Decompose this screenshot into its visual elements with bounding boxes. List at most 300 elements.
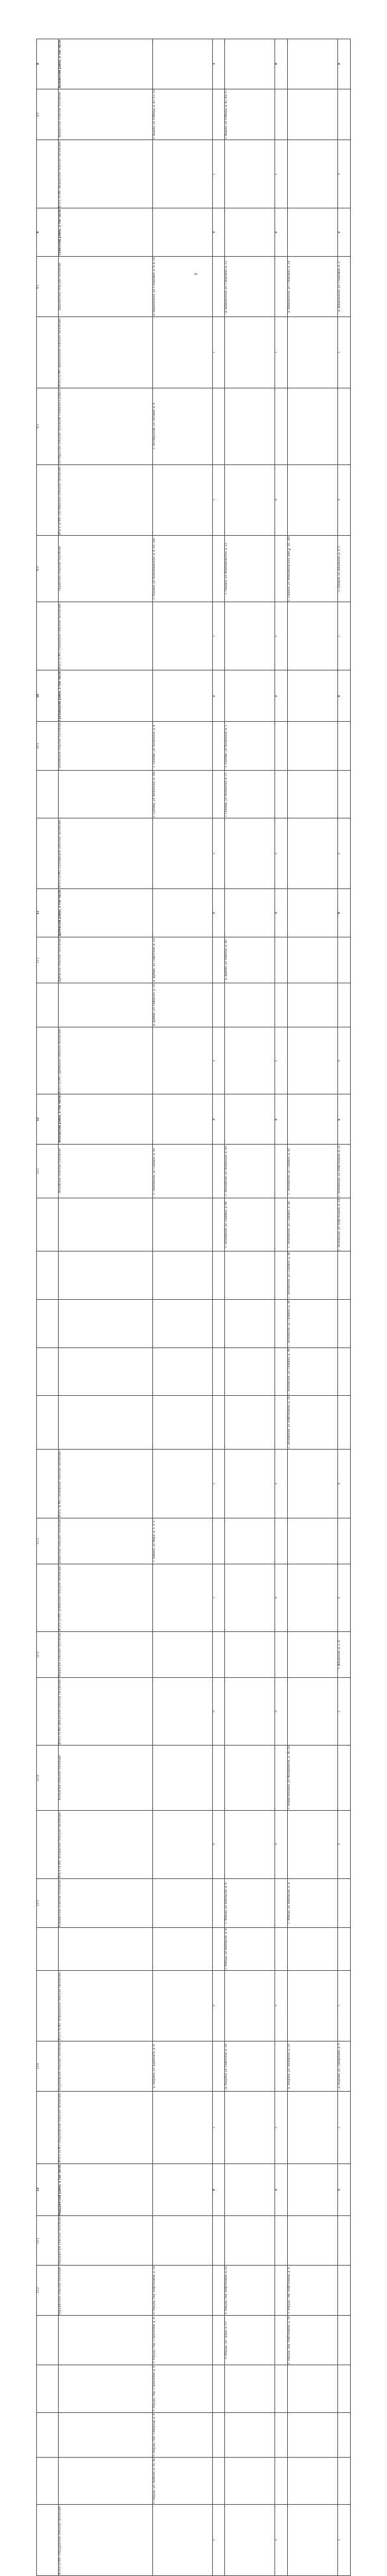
cell-text: 0 <box>275 63 279 65</box>
table-cell-a1 <box>153 464 213 535</box>
table-cell-a1 <box>153 2266 213 2315</box>
cell-text: 11.1 <box>37 957 40 963</box>
table-cell-name <box>59 1631 153 1677</box>
table-cell-c1 <box>288 937 338 983</box>
table-row <box>37 818 351 889</box>
table-row <box>37 771 351 818</box>
cell-text: 9.2 <box>37 424 40 429</box>
table-cell-b1 <box>225 1927 275 1970</box>
table-cell-n <box>37 2315 59 2365</box>
table-cell-n <box>37 1746 59 1811</box>
table-cell-name <box>59 1094 153 1144</box>
cell-text: 2 <box>275 231 279 234</box>
cell-text: с. Пашино, ул. Комсомольская, дом № 16, 16а <box>288 536 291 601</box>
table-cell-name <box>59 1564 153 1631</box>
cell-text: с. Зенковское, ул. Садовая, д. 42 <box>288 1148 291 1195</box>
table-row <box>37 1564 351 1631</box>
cell-text: с. Вышок, ул. Победы, д. 41, 43, 57 <box>225 89 229 139</box>
table-cell-a1 <box>153 2505 213 2576</box>
table-cell-c2 <box>338 2266 351 2315</box>
table-cell-c1 <box>288 2457 338 2504</box>
table-cell-a1 <box>153 2041 213 2091</box>
table-cell-n <box>37 818 59 889</box>
cell-text: 1 <box>275 173 279 175</box>
cell-text: 2 <box>212 695 216 697</box>
table-cell-name <box>59 937 153 983</box>
table-cell-b2 <box>275 818 288 889</box>
table-cell-b1 <box>225 1347 275 1396</box>
table-cell-c2 <box>338 2216 351 2266</box>
cell-text: 12.5 <box>37 1900 40 1906</box>
table-row <box>37 1251 351 1300</box>
table-cell-c2 <box>338 1878 351 1927</box>
table-row <box>37 722 351 771</box>
table-cell-a2 <box>212 771 225 818</box>
table-cell-name <box>59 535 153 602</box>
cell-text: 0 <box>212 1710 216 1712</box>
table-cell-b1 <box>225 722 275 771</box>
table-cell-b2 <box>275 771 288 818</box>
cell-text: 13.2 <box>37 2287 40 2293</box>
table-cell-a2 <box>212 2505 225 2576</box>
table-cell-n <box>37 1251 59 1300</box>
table-cell-name <box>59 1449 153 1518</box>
cell-text: 2 <box>275 695 279 697</box>
table-cell-name <box>59 1970 153 2041</box>
table-cell-c1 <box>288 1518 338 1564</box>
cell-text: п. Нерудь, ул. Зелёная, д. 5а, 5б <box>153 2458 157 2504</box>
table-cell-b2 <box>275 2216 288 2266</box>
table-cell-a1 <box>153 388 213 464</box>
cell-text: 12.1 <box>37 1168 40 1174</box>
table-cell-a2 <box>212 1631 225 1677</box>
cell-text: с. Грязово, ул. Колхозная, д. 6 <box>153 725 157 768</box>
table-cell-b2 <box>275 317 288 388</box>
cell-text: с. Зенковское, ул. Садовая, д. 44 <box>288 1201 291 1248</box>
table-cell-a2 <box>212 388 225 464</box>
table-cell-n <box>37 2505 59 2576</box>
table-cell-a1 <box>153 2216 213 2266</box>
table-cell-name <box>59 602 153 670</box>
cell-text: Клюшинское сельское поселение <box>59 1879 62 1927</box>
table-cell-b2 <box>275 1396 288 1450</box>
table-cell-name <box>59 1251 153 1300</box>
cell-text: с. Зенковское, ул. Садовая, д. 90 <box>225 1201 229 1248</box>
table-cell-a2 <box>212 1518 225 1564</box>
table-cell-c2 <box>338 1300 351 1348</box>
table-row <box>37 464 351 535</box>
table-row <box>37 1094 351 1144</box>
table-cell-c2 <box>338 1746 351 1811</box>
table-cell-c1 <box>288 1564 338 1631</box>
table-cell-a1 <box>153 2412 213 2457</box>
table-cell-b1 <box>225 1746 275 1811</box>
table-cell-a2 <box>212 1746 225 1811</box>
table-cell-b1 <box>225 1631 275 1677</box>
cell-text: с. Клюши, ул. Школьная, д. 4 <box>288 1882 291 1924</box>
table-cell-a1 <box>153 722 213 771</box>
table-cell-b1 <box>225 1300 275 1348</box>
table-cell-n <box>37 535 59 602</box>
table-row <box>37 1198 351 1251</box>
table-cell-c2 <box>338 1347 351 1396</box>
table-cell-a2 <box>212 2315 225 2365</box>
table-cell-a2 <box>212 1449 225 1518</box>
cell-text: п. Нерудь, пер. Нефтяников, д. 22 <box>225 2266 229 2314</box>
table-cell-b2 <box>275 1746 288 1811</box>
table-cell-a1 <box>153 670 213 722</box>
table-cell-a2 <box>212 39 225 89</box>
cell-text: п. Новые Козлики, ул. Молодёжная, д. 16, 18 <box>288 1746 291 1810</box>
table-cell-n <box>37 2457 59 2504</box>
table-cell-n <box>37 140 59 208</box>
cell-text: 2 <box>275 1483 279 1485</box>
table-cell-b1 <box>225 2216 275 2266</box>
table-cell-n <box>37 1300 59 1348</box>
table-cell-b1 <box>225 535 275 602</box>
table-cell-a1 <box>153 818 213 889</box>
cell-text: 12 <box>37 1117 40 1122</box>
cell-text: Итого по МО «Вышинское сельское поселение» <box>59 140 62 208</box>
table-cell-b1 <box>225 2457 275 2504</box>
table-cell-b2 <box>275 39 288 89</box>
cell-text: 1 <box>212 173 216 175</box>
cell-text: Грязовецкое сельское поселение <box>59 722 62 770</box>
table-row <box>37 1927 351 1970</box>
table-cell-a1 <box>153 2163 213 2216</box>
table-cell-n <box>37 771 59 818</box>
table-cell-a2 <box>212 1251 225 1300</box>
table-cell-c1 <box>288 1198 338 1251</box>
table-cell-name <box>59 2457 153 2504</box>
table-cell-a2 <box>212 670 225 722</box>
cell-text: д. Шишкинская, ул. Гладковая, д. 12 <box>225 260 229 313</box>
table-cell-b2 <box>275 722 288 771</box>
table-cell-a1 <box>153 89 213 140</box>
table-cell-b2 <box>275 388 288 464</box>
cell-text: Ильинское сельское поселение <box>59 1632 62 1677</box>
cell-text: 1 <box>338 2126 342 2128</box>
cell-text: с. Зенковское, ул. Нефтяников, д. 21 <box>338 1145 342 1197</box>
table-cell-c1 <box>288 1878 338 1927</box>
table-cell-n <box>37 208 59 257</box>
table-cell-c2 <box>338 983 351 1027</box>
table-cell-c2 <box>338 89 351 140</box>
cell-text: 1 <box>212 499 216 501</box>
table-cell-a2 <box>212 1878 225 1927</box>
table-cell-b1 <box>225 1970 275 2041</box>
table-cell-c1 <box>288 888 338 937</box>
table-cell-n <box>37 464 59 535</box>
table-cell-b2 <box>275 2505 288 2576</box>
cell-text: Итого по МО «Пашинское сельское поселение» <box>59 602 62 670</box>
table-cell-b2 <box>275 1810 288 1878</box>
table-cell-name <box>59 1198 153 1251</box>
table-cell-c2 <box>338 937 351 983</box>
table-cell-c2 <box>338 1564 351 1631</box>
table-cell-c2 <box>338 388 351 464</box>
cell-text: Итого по МО «Калашское сельское поселение» <box>59 1811 62 1878</box>
document-table-container <box>36 39 351 2575</box>
table-cell-a1 <box>153 208 213 257</box>
cell-text: 0 <box>338 1596 342 1599</box>
table-cell-b2 <box>275 2457 288 2504</box>
table-cell-n <box>37 39 59 89</box>
table-row <box>37 1518 351 1564</box>
table-cell-c1 <box>288 1144 338 1198</box>
table-cell-name <box>59 1396 153 1450</box>
table-cell-name <box>59 2041 153 2091</box>
table-cell-a2 <box>212 2365 225 2413</box>
table-row <box>37 317 351 388</box>
table-cell-name <box>59 1678 153 1746</box>
table-row <box>37 2216 351 2266</box>
table-cell-b2 <box>275 1878 288 1927</box>
table-cell-b2 <box>275 2266 288 2315</box>
cell-text: 1 <box>275 911 279 914</box>
table-cell-c1 <box>288 1970 338 2041</box>
table-cell-c1 <box>288 464 338 535</box>
cell-text: 12.2 <box>37 1538 40 1544</box>
table-cell-c1 <box>288 2216 338 2266</box>
table-row <box>37 2163 351 2216</box>
table-cell-a2 <box>212 1927 225 1970</box>
table-cell-c1 <box>288 2163 338 2216</box>
table-cell-n <box>37 2041 59 2091</box>
table-cell-b2 <box>275 602 288 670</box>
table-row <box>37 670 351 722</box>
table-cell-n <box>37 1347 59 1396</box>
cell-text: Дубёвский район, в том числе <box>59 889 62 937</box>
table-cell-b2 <box>275 1678 288 1746</box>
table-row <box>37 2315 351 2365</box>
cell-text: 1 <box>212 352 216 353</box>
cell-text: Зенковское сельское поселение <box>59 1148 62 1194</box>
cell-text: 13.1 <box>37 2237 40 2244</box>
address-table <box>36 39 351 2576</box>
table-row <box>37 2041 351 2091</box>
table-row <box>37 1631 351 1677</box>
cell-text: 13 <box>37 2188 40 2192</box>
table-cell-c2 <box>338 1396 351 1450</box>
cell-text: с. Ильинское, д. 1, 4 <box>338 1640 342 1669</box>
table-cell-name <box>59 2365 153 2413</box>
table-row <box>37 1878 351 1927</box>
table-cell-name <box>59 2266 153 2315</box>
cell-text: Итого по МО «Грязовецкое сельское поселение» <box>59 819 62 888</box>
cell-text: д. Шишкинская, ул. Гладковая, д. 6, 8, 10 <box>153 257 157 316</box>
table-cell-c2 <box>338 2315 351 2365</box>
table-cell-a1 <box>153 1251 213 1300</box>
cell-text: 12.4 <box>37 1775 40 1781</box>
table-cell-c1 <box>288 2092 338 2163</box>
table-cell-a1 <box>153 888 213 937</box>
table-cell-b2 <box>275 2092 288 2163</box>
table-cell-b2 <box>275 89 288 140</box>
table-cell-c1 <box>288 1678 338 1746</box>
table-cell-n <box>37 602 59 670</box>
cell-text: Октябрьское сельское поселение Галичского района <box>59 388 62 464</box>
cell-text: с. Зенковское, ул. Полевая, д. 39 <box>288 1348 291 1395</box>
table-cell-b1 <box>225 257 275 317</box>
table-cell-a1 <box>153 1927 213 1970</box>
table-cell-name <box>59 39 153 89</box>
table-cell-b2 <box>275 208 288 257</box>
table-cell-a1 <box>153 1631 213 1677</box>
table-cell-b1 <box>225 89 275 140</box>
table-cell-b2 <box>275 257 288 317</box>
table-cell-c2 <box>338 602 351 670</box>
table-cell-c2 <box>338 317 351 388</box>
cell-text: 1 <box>275 1059 279 1062</box>
table-cell-c1 <box>288 818 338 889</box>
cell-text: 0 <box>275 1710 279 1712</box>
table-cell-b1 <box>225 937 275 983</box>
cell-text: 8.1 <box>37 112 40 117</box>
cell-text: с. Пашино, ул. Комсомольская, д. 12 <box>225 542 229 594</box>
table-cell-n <box>37 1564 59 1631</box>
cell-text: Хохряковское сельское поселение <box>59 2041 62 2091</box>
table-cell-name <box>59 317 153 388</box>
table-cell-a1 <box>153 39 213 89</box>
table-cell-name <box>59 2163 153 2216</box>
table-cell-b2 <box>275 1027 288 1094</box>
cell-text: с. Грязово, ул. Колхозная, д. 1 <box>225 725 229 768</box>
table-cell-b1 <box>225 1251 275 1300</box>
table-cell-name <box>59 140 153 208</box>
table-cell-name <box>59 2412 153 2457</box>
table-cell-n <box>37 670 59 722</box>
table-cell-a2 <box>212 1094 225 1144</box>
table-cell-b2 <box>275 2163 288 2216</box>
cell-text: Грязовецкий район, в том числе <box>59 671 62 721</box>
table-cell-c2 <box>338 2041 351 2091</box>
cell-text: 0 <box>338 695 342 697</box>
table-cell-a2 <box>212 2216 225 2266</box>
cell-text: с. Вышок, ул. Победы, д. 47, 51, 53 <box>153 89 157 139</box>
cell-text: 2 <box>338 231 342 234</box>
table-cell-c1 <box>288 208 338 257</box>
table-row <box>37 1746 351 1811</box>
table-cell-name <box>59 1347 153 1396</box>
cell-text: д. Дубёво, ул. Северная, д. 25 <box>153 983 157 1026</box>
table-cell-c1 <box>288 257 338 317</box>
cell-text: Нерудинское сельское поселение <box>59 2266 62 2314</box>
cell-text: Дубёвское сельское поселение <box>59 938 62 982</box>
cell-text: с. Клюши, ул. Школьная, д. 6 <box>225 1882 229 1924</box>
table-cell-name <box>59 1144 153 1198</box>
cell-text: 1 <box>338 635 342 637</box>
cell-text: Нерудинский район, в том числе <box>59 2164 62 2215</box>
table-cell-c2 <box>338 1449 351 1518</box>
cell-text: 1 <box>338 352 342 353</box>
table-cell-name <box>59 818 153 889</box>
table-cell-a1 <box>153 1878 213 1927</box>
cell-text: 1 <box>338 1710 342 1712</box>
table-cell-a1 <box>153 1396 213 1450</box>
table-cell-c2 <box>338 722 351 771</box>
table-cell-b2 <box>275 888 288 937</box>
cell-text: 1 <box>212 1596 216 1599</box>
table-cell-c1 <box>288 2412 338 2457</box>
table-cell-c2 <box>338 2505 351 2576</box>
table-cell-b2 <box>275 140 288 208</box>
table-row <box>37 257 351 317</box>
table-cell-b1 <box>225 208 275 257</box>
cell-text: 6 <box>338 1118 342 1120</box>
table-cell-a1 <box>153 2365 213 2413</box>
table-cell-a1 <box>153 983 213 1027</box>
table-cell-b2 <box>275 1144 288 1198</box>
cell-text: 9 <box>37 231 40 234</box>
cell-text: 3 <box>212 1118 216 1120</box>
table-cell-name <box>59 888 153 937</box>
table-cell-b1 <box>225 317 275 388</box>
table-cell-b1 <box>225 2163 275 2216</box>
cell-text: 5 <box>212 2539 216 2542</box>
table-row <box>37 1347 351 1396</box>
page-number: 4 <box>193 272 198 275</box>
table-cell-c1 <box>288 771 338 818</box>
table-cell-name <box>59 388 153 464</box>
table-cell-n <box>37 722 59 771</box>
cell-text: с. Зенковское, ул. Садовая, д. 46 <box>288 1252 291 1299</box>
table-cell-b1 <box>225 2315 275 2365</box>
table-cell-c2 <box>338 1810 351 1878</box>
table-cell-n <box>37 1396 59 1450</box>
cell-text: Итого по МО «Октябрьское сельское поселение» <box>59 465 62 535</box>
table-cell-n <box>37 1878 59 1927</box>
table-body <box>37 39 351 2576</box>
table-cell-b1 <box>225 2505 275 2576</box>
table-row <box>37 937 351 983</box>
cell-text: 2 <box>275 2188 279 2191</box>
table-cell-n <box>37 937 59 983</box>
table-cell-a1 <box>153 2092 213 2163</box>
table-cell-c2 <box>338 1251 351 1300</box>
cell-text: Галичский район, в том числе <box>59 209 62 256</box>
table-cell-c1 <box>288 535 338 602</box>
cell-text: 0 <box>275 1843 279 1846</box>
cell-text: п. Нерудь, пер. Строителей, д. 4 <box>153 2317 157 2363</box>
table-cell-c2 <box>338 2412 351 2457</box>
table-cell-name <box>59 89 153 140</box>
table-cell-c2 <box>338 39 351 89</box>
cell-text: 0 <box>338 173 342 175</box>
cell-text: Итого по МО «Клюшинское сельское поселение» <box>59 1971 62 2040</box>
table-cell-a2 <box>212 602 225 670</box>
table-cell-a2 <box>212 1027 225 1094</box>
table-cell-a1 <box>153 1564 213 1631</box>
table-cell-c1 <box>288 39 338 89</box>
table-cell-n <box>37 1678 59 1746</box>
table-cell-name <box>59 2092 153 2163</box>
table-cell-a2 <box>212 2092 225 2163</box>
table-cell-b2 <box>275 2315 288 2365</box>
table-cell-a2 <box>212 208 225 257</box>
table-cell-c1 <box>288 1449 338 1518</box>
table-cell-c2 <box>338 1631 351 1677</box>
cell-text: 0 <box>212 2005 216 2007</box>
cell-text: 0 <box>212 1843 216 1846</box>
table-cell-c2 <box>338 670 351 722</box>
table-cell-name <box>59 1878 153 1927</box>
table-cell-c2 <box>338 1927 351 1970</box>
cell-text: п. Нерудь, пер. Нефтяников, д. 10 <box>153 2266 157 2314</box>
table-cell-c1 <box>288 388 338 464</box>
table-cell-a2 <box>212 317 225 388</box>
cell-text: 12.6 <box>37 2063 40 2069</box>
